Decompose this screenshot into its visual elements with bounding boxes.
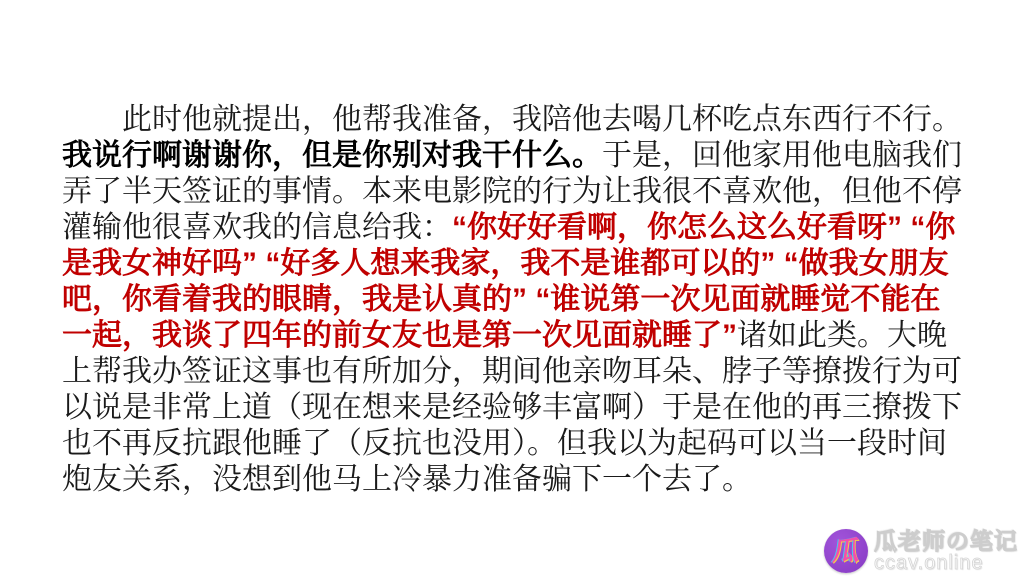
paragraph-segment-ending: 诸如此类。大晚上帮我办签证这事也有所加分，期间他亲吻耳朵、脖子等撩拨行为可以说是非常上道（现在想来是经验够丰富啊）于是在他的再三撩拨下也不再反抗跟他睡了（反抗也没用）。但我以为起码可以当一段时间炮友关系，没想到他马上冷暴力准备骗下一个去了。 [62,319,962,496]
watermark-logo-icon [824,529,868,573]
story-paragraph [62,102,968,498]
paragraph-segment-bold-statement: 我说行啊谢谢你，但是你别对我干什么。 [62,139,602,172]
melon-glyph-icon: 瓜 [830,535,862,566]
paragraph-segment-red-quotes: “你好好看啊，你怎么这么好看呀” “你是我女神好吗” “好多人想来我家，我不是谁都可以的” “做我女朋友吧，你看着我的眼睛，我是认真的” “谁说第一次见面就睡觉不能在一起，我谈了四年的前女友也是第一次见面就睡了” [62,211,956,352]
watermark-url: ccav.online [874,552,984,574]
watermark-title: 瓜老师の笔记 [874,527,1018,554]
paragraph-segment-intro: 此时他就提出，他帮我准备，我陪他去喝几杯吃点东西行不行。 [122,103,962,136]
paragraph-segment-middle: 于是，回他家用他电脑我们弄了半天签证的事情。本来电影院的行为让我很不喜欢他，但他不停灌输他很喜欢我的信息给我： [62,139,962,244]
watermark [824,529,1018,574]
watermark-text [874,529,1018,574]
